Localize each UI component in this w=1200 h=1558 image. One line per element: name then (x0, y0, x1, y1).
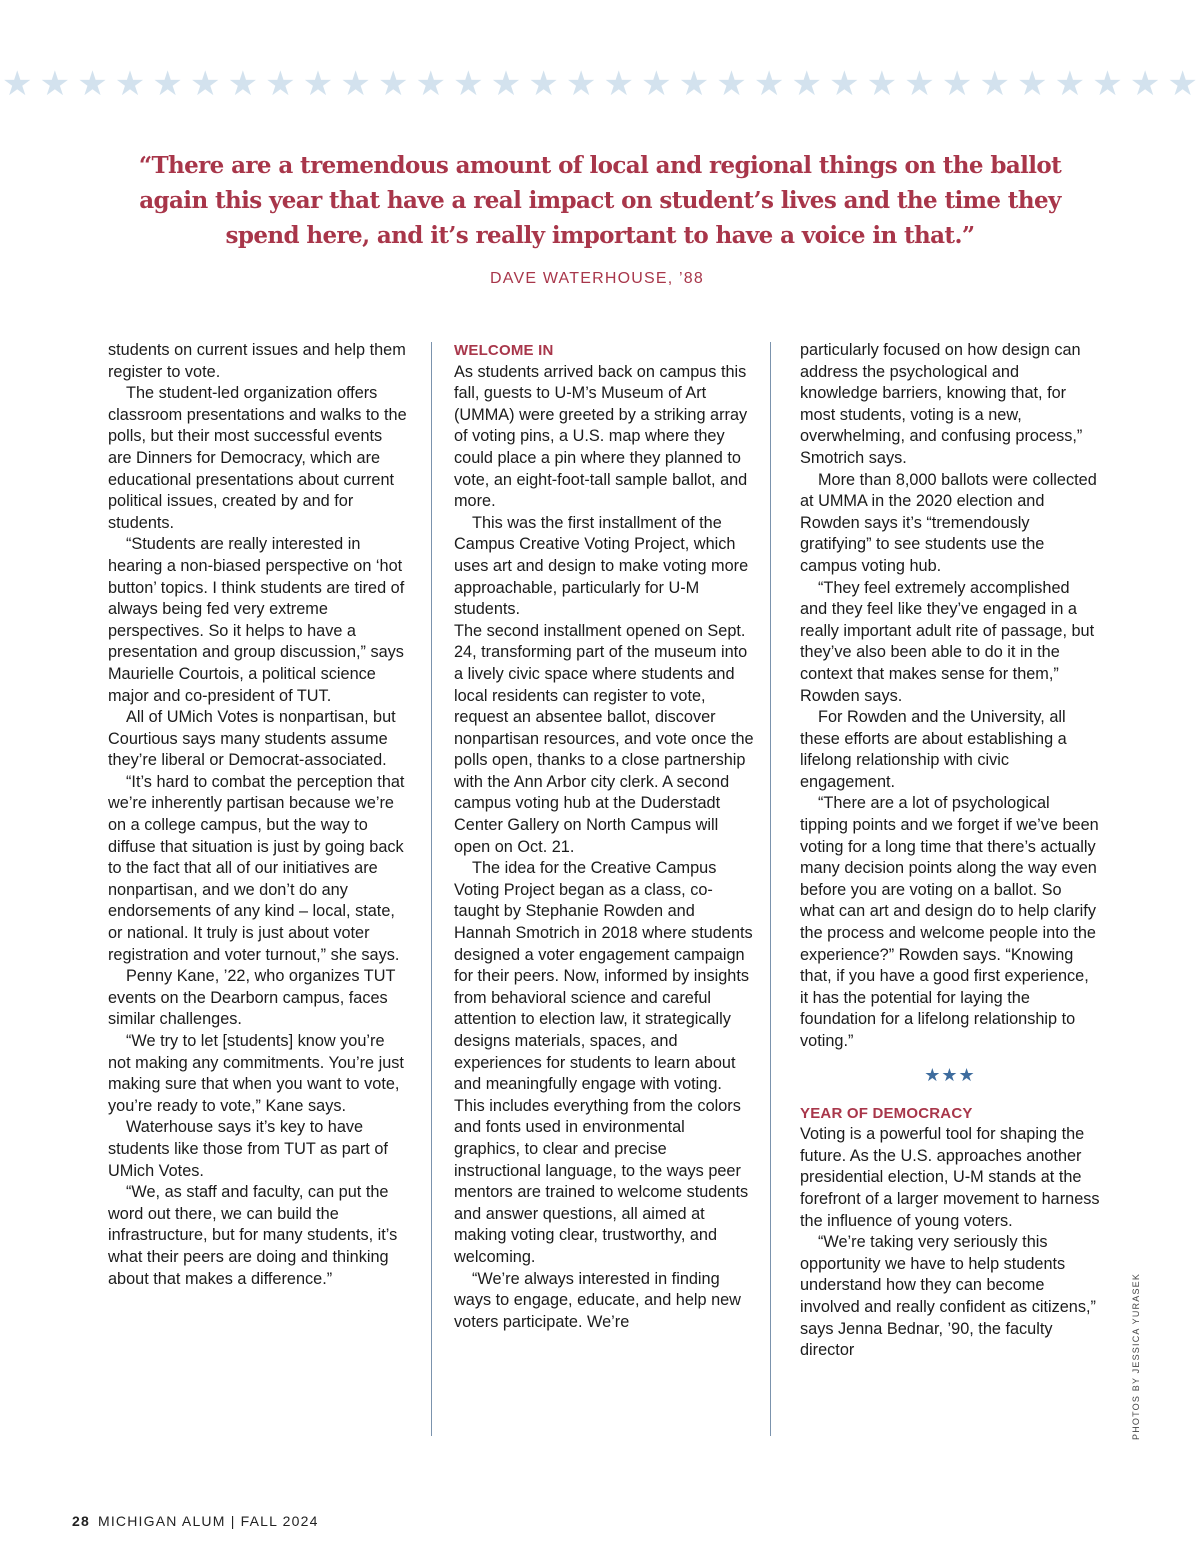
star-icon: ★ (114, 66, 146, 102)
paragraph: particularly focused on how design can address the psychological and knowledge barriers, knowing that, for most students, voting is a new, overwhelming, and confusing process,” Smotrich says. (800, 341, 1083, 467)
star-icon: ★ (866, 66, 898, 102)
paragraph: The second installment opened on Sept. 24, transforming part of the museum into a lively civic space where students and local residents can register to vote, request an absentee ballot, discover nonpartisan resources, and vote once the polls open, thanks to a close partnership with the Ann Arbor city clerk. A second campus voting hub at the Duderstadt Center Gallery on North Campus will open on Oct. 21. (454, 621, 754, 856)
star-icon: ★ (453, 66, 484, 102)
star-icon: ★ (1017, 66, 1048, 102)
paragraph: As students arrived back on campus this fall, guests to U-M’s Museum of Art (UMMA) were greeted by a striking array of voting pins, a U.S. map where they could place a pin where they planned to vote, an eight-foot-tall sample ballot, and more. (454, 362, 748, 511)
star-divider-icon: ★★★ (924, 1064, 976, 1085)
paragraph: “There are a lot of psychological tipping points and we forget if we’ve been voting for a long time that there’s actually many decision points along the way even before you are voting on a ballot. So what can art and design do to help clarify the process and welcome people into the experience?” Rowden says. “Knowing that, if you have a good first experience, it has the potential for laying the foundation for a lifelong relationship to voting.” (800, 794, 1099, 1050)
article-column-1 (108, 340, 408, 1290)
paragraph: More than 8,000 ballots were collected at UMMA in the 2020 election and Rowden says it’s “tremendously gratifying” to see students use the campus voting hub. (800, 470, 1097, 575)
star-icon: ★ (39, 66, 71, 102)
column-rule (770, 342, 771, 1436)
star-icon: ★ (2, 66, 33, 102)
star-icon: ★ (1054, 66, 1086, 102)
star-icon: ★ (490, 66, 522, 102)
star-icon: ★ (565, 66, 597, 102)
star-icon: ★ (152, 66, 183, 102)
star-icon: ★ (189, 66, 221, 102)
star-icon: ★ (829, 66, 860, 102)
paragraph: The student-led organization offers classroom presentations and walks to the polls, but their most successful events are Dinners for Democracy, which are educational presentations about current political issues, created by and for students. (108, 384, 407, 532)
star-border (0, 66, 1200, 102)
publication-info: MICHIGAN ALUM | FALL 2024 (97, 1513, 319, 1529)
star-icon: ★ (678, 66, 710, 102)
column-rule (431, 342, 432, 1436)
star-icon: ★ (1092, 66, 1123, 102)
star-icon: ★ (603, 66, 634, 102)
page-number: 28 (72, 1513, 90, 1529)
star-icon: ★ (641, 66, 672, 102)
section-heading-welcome-in: WELCOME IN (454, 342, 554, 359)
page-footer (72, 1513, 319, 1529)
star-icon: ★ (1167, 66, 1198, 102)
paragraph: “We’re taking very seriously this opportunity we have to help students understand how they can become involved and really confident as citizens,” says Jenna Bednar, ’90, the faculty director (800, 1233, 1096, 1360)
paragraph: For Rowden and the University, all these efforts are about establishing a lifelong relationship with civic engagement. (800, 708, 1067, 791)
star-icon: ★ (941, 66, 973, 102)
article-column-3 (800, 340, 1100, 1362)
star-icon: ★ (265, 66, 296, 102)
paragraph: “We’re always interested in finding ways to engage, educate, and help new voters participate. We’re (454, 1269, 741, 1331)
star-icon: ★ (377, 66, 409, 102)
paragraph: All of UMich Votes is nonpartisan, but Courtious says many students assume they’re liberal or Democrat-associated. (108, 708, 396, 770)
paragraph: This was the first installment of the Campus Creative Voting Project, which uses art and design to make voting more approachable, particularly for U-M students. (454, 513, 749, 619)
photo-credit: PHOTOS BY JESSICA YURASEK (1131, 1272, 1141, 1440)
star-icon: ★ (753, 66, 785, 102)
star-icon: ★ (904, 66, 935, 102)
star-icon: ★ (340, 66, 371, 102)
paragraph: “We, as staff and faculty, can put the word out there, we can build the infrastructure, but for many students, it’s what their peers are doing and thinking about that makes a difference.” (108, 1183, 398, 1288)
star-icon: ★ (716, 66, 747, 102)
paragraph: The idea for the Creative Campus Voting Project began as a class, co-taught by Stephanie Rowden and Hannah Smotrich in 2018 where students designed a voter engagement campaign for their peers. Now, informed by insights from behavioral science and careful attention to election law, it strategically designs materials, spaces, and experiences for students to learn about and meaningfully engage with voting. This includes everything from the colors and fonts used in environmental graphics, to clear and precise instructional language, to the ways peer mentors are trained to welcome students and answer questions, all aimed at making voting clear, trustworthy, and welcoming. (454, 859, 753, 1266)
star-icon: ★ (791, 66, 822, 102)
paragraph: students on current issues and help them register to vote. (108, 341, 406, 381)
star-icon: ★ (77, 66, 108, 102)
pull-quote-attribution: DAVE WATERHOUSE, ’88 (490, 270, 704, 287)
star-icon: ★ (227, 66, 259, 102)
paragraph: “It’s hard to combat the perception that we’re inherently partisan because we’re on a college campus, but the way to diffuse that situation is just by going back to the fact that all of our initiatives are nonpartisan, and we don’t do any endorsements of any kind – local, state, or national. It truly is just about voter registration and voter turnout,” she says. (108, 772, 405, 964)
paragraph: Waterhouse says it’s key to have students like those from TUT as part of UMich Votes. (108, 1118, 388, 1180)
star-icon: ★ (302, 66, 334, 102)
star-icon: ★ (979, 66, 1010, 102)
paragraph: “We try to let [students] know you’re not making any commitments. You’re just making sure that when you want to vote, you’re ready to vote,” Kane says. (108, 1032, 404, 1115)
article-column-2 (454, 340, 754, 1333)
paragraph: “Students are really interested in hearing a non-biased perspective on ‘hot button’ topics. I think students are tired of always being fed very extreme perspectives. So it helps to have a presentation and group discussion,” says Maurielle Courtois, a political science major and co-president of TUT. (108, 535, 405, 705)
paragraph: Penny Kane, ’22, who organizes TUT events on the Dearborn campus, faces similar challenges. (108, 967, 396, 1029)
paragraph: “They feel extremely accomplished and they feel like they’ve engaged in a really important adult rite of passage, but they’ve also been able to do it in the context that makes sense for them,” Rowden says. (800, 578, 1095, 705)
section-heading-year-of-democracy: YEAR OF DEMOCRACY (800, 1104, 973, 1122)
pull-quote: “There are a tremendous amount of local and regional things on the ballot again this year that have a real impact on student’s lives and the time they spend here, and it’s really important to have a voice in that.” (138, 152, 1062, 249)
star-icon: ★ (1129, 66, 1161, 102)
star-icon: ★ (415, 66, 447, 102)
star-icon: ★ (528, 66, 559, 102)
paragraph: Voting is a powerful tool for shaping the future. As the U.S. approaches another presidential election, U-M stands at the forefront of a larger movement to harness the influence of young voters. (800, 1125, 1100, 1230)
